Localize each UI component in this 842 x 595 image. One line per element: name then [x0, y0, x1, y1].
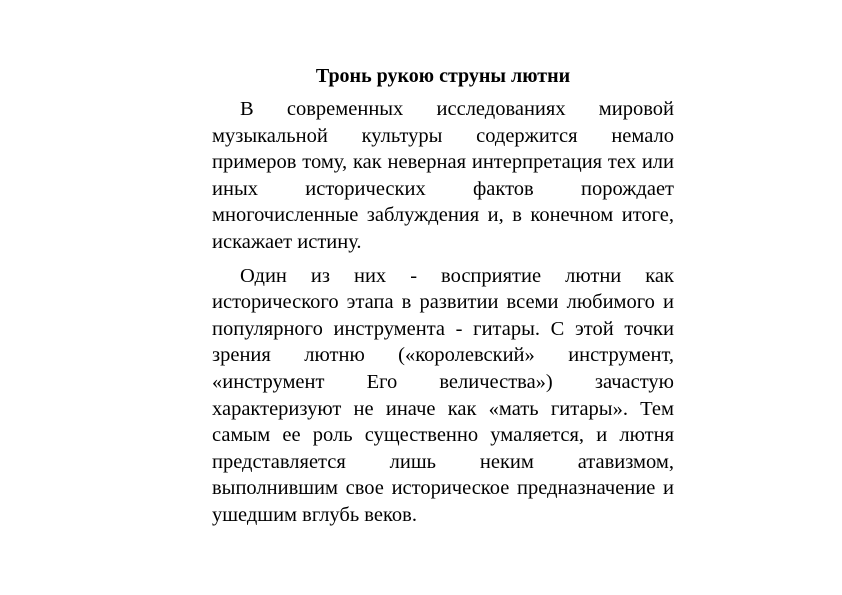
- document-body: [212, 62, 674, 536]
- paragraph-2: Один из них - восприятие лютни как исторического этапа в развитии всеми любимого и популярного инструмента - гитары. С этой точки зрения лютню («королевский» инструмент, «инструмент Его величества») зачастую характеризуют не иначе как «мать гитары». Тем самым ее роль существенно умаляется, и лютня представляется лишь неким атавизмом, выполнившим свое историческое предназначение и ушедшим вглубь веков.: [212, 264, 674, 526]
- document-title: Тронь рукою струны лютни: [315, 65, 571, 87]
- paragraph-1: В современных исследованиях мировой музыкальной культуры содержится немало примеров тому, как неверная интерпретация тех или иных исторических фактов порождает многочисленные заблуждения и, в конечном итоге, искажает истину.: [212, 98, 674, 253]
